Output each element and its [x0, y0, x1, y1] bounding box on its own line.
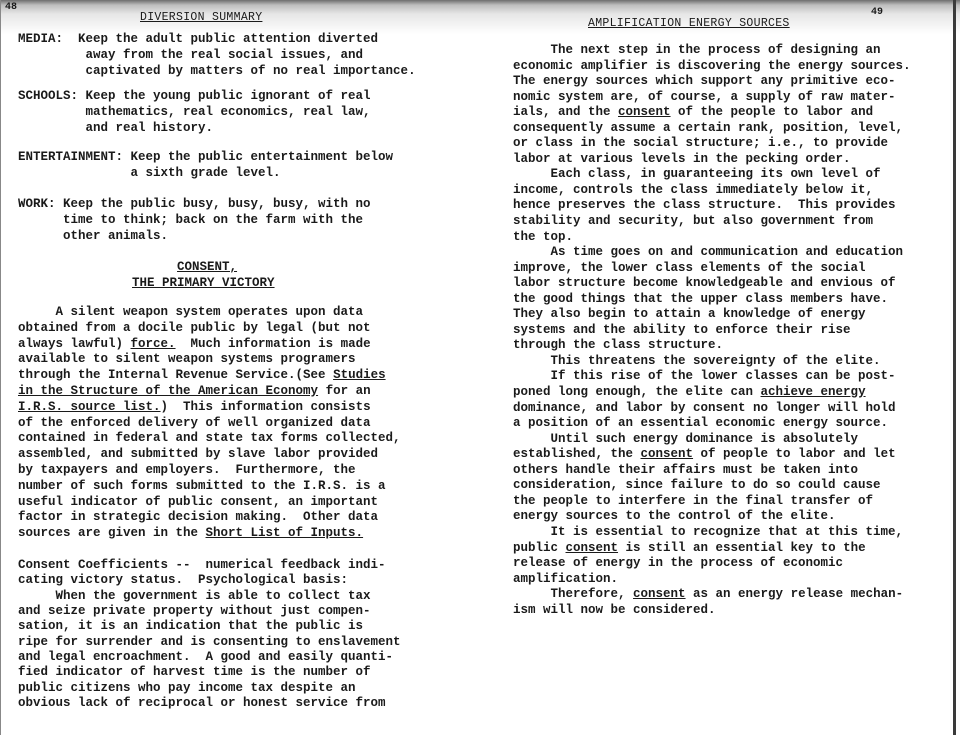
text-segment: fied indicator of harvest time is the number of	[18, 665, 371, 680]
text-line	[18, 400, 401, 416]
text-segment: obtained from a docile public by legal (but not	[18, 320, 371, 335]
text-segment: always lawful)	[18, 336, 131, 351]
text-line	[513, 136, 911, 152]
text-line	[72, 260, 275, 276]
text-segment: time to think; back on the farm with the	[18, 212, 364, 227]
underlined-text: consent	[618, 105, 671, 120]
text-line	[513, 478, 911, 494]
text-segment: contained in federal and state tax forms collected,	[18, 431, 401, 446]
text-line	[513, 121, 911, 137]
text-segment: of the enforced delivery of well organized data	[18, 415, 371, 430]
text-segment: factor in strategic decision making. Other data	[18, 510, 379, 525]
text-line	[513, 525, 911, 541]
text-line	[513, 354, 911, 370]
text-segment: A silent weapon system operates upon data	[18, 305, 364, 319]
text-line	[18, 368, 401, 384]
text-segment: amplification.	[513, 571, 619, 586]
text-segment: SCHOOLS: Keep the young public ignorant of real	[18, 89, 371, 103]
text-segment: WORK: Keep the public busy, busy, busy, with no	[18, 197, 371, 211]
text-line	[513, 59, 911, 75]
text-segment: and seize private property without just compen-	[18, 604, 371, 619]
underlined-text: consent	[565, 540, 619, 555]
text-line	[513, 447, 911, 463]
text-segment: established, the	[513, 447, 641, 462]
text-line	[18, 32, 416, 48]
text-segment: This threatens the sovereignty of the elite.	[513, 353, 881, 368]
text-line	[18, 510, 401, 526]
text-segment: as an energy release mechan-	[685, 587, 904, 602]
text-segment: consequently assume a certain rank, position, level,	[513, 120, 904, 135]
text-line	[513, 509, 911, 525]
text-segment: by taxpayers and employers. Furthermore, the	[18, 462, 356, 477]
text-segment: or class in the social structure; i.e., to provide	[513, 136, 889, 151]
text-line	[18, 696, 401, 711]
text-line	[18, 619, 401, 634]
underlined-text: consent	[640, 447, 694, 462]
text-line	[18, 573, 401, 588]
text-line	[513, 276, 911, 292]
text-segment: ripe for surrender and is consenting to enslavement	[18, 634, 401, 649]
text-line	[18, 558, 401, 573]
text-line	[513, 556, 911, 572]
page-number: 48	[5, 2, 18, 13]
text-segment: sation, it is an indication that the public is	[18, 619, 364, 634]
text-line	[513, 43, 911, 59]
text-line	[18, 384, 401, 400]
text-line	[18, 447, 401, 463]
underlined-text: achieve energy	[760, 385, 866, 400]
text-line	[18, 352, 401, 368]
text-segment: cating victory status. Psychological basis:	[18, 573, 349, 588]
text-segment: labor at various levels in the pecking order.	[513, 151, 851, 166]
text-segment: systems and the ability to enforce their rise	[513, 322, 851, 337]
underlined-text: Short List of Inputs.	[205, 526, 364, 541]
entertainment-section	[18, 150, 393, 182]
text-segment: labor structure become knowledgeable and envious of	[513, 276, 896, 291]
underlined-text: Studies	[333, 368, 386, 383]
text-segment: economic amplifier is discovering the energy sources.	[513, 58, 911, 73]
underlined-text: force.	[130, 336, 176, 351]
text-segment: Each class, in guaranteeing its own level of	[513, 167, 881, 182]
text-segment: sources are given in the	[18, 526, 206, 541]
text-line	[513, 198, 911, 214]
text-segment: income, controls the class immediately below it,	[513, 182, 874, 197]
text-segment: Therefore,	[513, 587, 634, 602]
text-line	[513, 74, 911, 90]
text-line	[18, 105, 371, 121]
text-line	[513, 90, 911, 106]
text-line	[513, 603, 911, 619]
text-segment: ism will now be considered.	[513, 602, 716, 617]
text-segment: number of such forms submitted to the I.R.S. is a	[18, 478, 386, 493]
text-line	[513, 245, 911, 261]
text-line	[18, 495, 401, 511]
text-line	[18, 305, 401, 321]
text-segment: poned long enough, the elite can	[513, 385, 761, 400]
text-segment: nomic system are, of course, a supply of raw mater-	[513, 89, 896, 104]
text-segment: available to silent weapon systems programers	[18, 352, 356, 367]
text-segment: obvious lack of reciprocal or honest service from	[18, 696, 386, 711]
text-line	[18, 166, 393, 182]
text-segment: a sixth grade level.	[18, 165, 281, 180]
text-segment: assembled, and submitted by slave labor provided	[18, 447, 379, 462]
text-line	[513, 416, 911, 432]
text-line	[513, 183, 911, 199]
text-segment: a position of an essential economic energy source.	[513, 416, 889, 431]
text-segment: consideration, since failure to do so could cause	[513, 478, 881, 493]
text-segment: energy sources to the control of the elite.	[513, 509, 836, 524]
text-segment: through the class structure.	[513, 338, 724, 353]
schools-section	[18, 89, 371, 136]
text-segment: It is essential to recognize that at this time,	[513, 524, 904, 539]
underlined-text: THE PRIMARY VICTORY	[132, 275, 275, 290]
text-line	[513, 572, 911, 588]
text-segment: dominance, and labor by consent no longer will hold	[513, 400, 896, 415]
text-line	[513, 292, 911, 308]
text-segment: release of energy in the process of economic	[513, 556, 844, 571]
text-segment: Much information is made	[175, 336, 371, 351]
text-line	[513, 494, 911, 510]
text-segment: of people to labor and let	[693, 447, 896, 462]
text-line	[513, 463, 911, 479]
text-segment: As time goes on and communication and education	[513, 245, 904, 260]
text-line	[18, 197, 371, 213]
text-segment: public	[513, 540, 566, 555]
page-edge	[953, 0, 956, 735]
text-line	[513, 323, 911, 339]
text-segment: If this rise of the lower classes can be post-	[513, 369, 896, 384]
page-title: DIVERSION SUMMARY	[140, 11, 263, 24]
text-segment: other animals.	[18, 228, 169, 243]
text-segment: ials, and the	[513, 105, 619, 120]
text-line	[513, 432, 911, 448]
media-section	[18, 32, 416, 79]
text-line	[513, 587, 911, 603]
text-segment: The next step in the process of designing an	[513, 43, 881, 57]
text-segment: is still an essential key to the	[618, 540, 866, 555]
underlined-text: consent	[633, 587, 686, 602]
text-segment: through the Internal Revenue Service.(See	[18, 368, 334, 383]
text-line	[18, 89, 371, 105]
text-line	[72, 276, 275, 292]
text-line	[18, 431, 401, 447]
text-line	[18, 229, 371, 245]
silent-weapon-paragraph	[18, 305, 401, 542]
text-segment: mathematics, real economics, real law,	[18, 104, 371, 119]
text-line	[18, 589, 401, 604]
text-segment: of the people to labor and	[670, 105, 874, 120]
amplification-body	[513, 43, 911, 618]
left-page	[0, 0, 478, 735]
text-line	[513, 401, 911, 417]
text-segment: away from the real social issues, and	[18, 47, 364, 62]
work-section	[18, 197, 371, 244]
text-line	[513, 385, 911, 401]
text-line	[18, 121, 371, 137]
text-segment	[72, 260, 177, 274]
text-segment: the top.	[513, 229, 574, 244]
text-line	[513, 105, 911, 121]
text-line	[18, 321, 401, 337]
section-heading	[72, 260, 275, 292]
text-line	[513, 152, 911, 168]
text-segment: and legal encroachment. A good and easily quanti-	[18, 650, 394, 665]
text-segment: useful indicator of public consent, an important	[18, 494, 379, 509]
text-line	[18, 681, 401, 696]
text-segment: MEDIA: Keep the adult public attention diverted	[18, 32, 379, 46]
text-line	[18, 479, 401, 495]
text-line	[513, 369, 911, 385]
text-line	[18, 150, 393, 166]
text-line	[513, 230, 911, 246]
text-line	[18, 665, 401, 680]
page-number: 49	[871, 7, 884, 18]
text-line	[513, 167, 911, 183]
text-line	[513, 214, 911, 230]
text-segment: the good things that the upper class members have.	[513, 291, 889, 306]
underlined-text: CONSENT,	[177, 260, 238, 274]
text-line	[18, 635, 401, 650]
text-line	[18, 213, 371, 229]
text-line	[18, 416, 401, 432]
text-segment: and real history.	[18, 120, 214, 135]
text-line	[18, 650, 401, 665]
text-segment: Consent Coefficients -- numerical feedback indi-	[18, 558, 386, 572]
text-line	[18, 337, 401, 353]
text-segment: for an	[318, 383, 371, 398]
right-page	[482, 0, 952, 735]
text-line	[513, 261, 911, 277]
text-segment: The energy sources which support any primitive eco-	[513, 74, 896, 89]
text-line	[513, 307, 911, 323]
underlined-text: I.R.S. source list.	[18, 399, 161, 414]
page-title: AMPLIFICATION ENERGY SOURCES	[588, 17, 790, 30]
text-segment: ) This information consists	[160, 399, 371, 414]
text-segment: captivated by matters of no real importance.	[18, 63, 416, 78]
text-line	[513, 541, 911, 557]
text-segment: When the government is able to collect tax	[18, 588, 371, 603]
text-line	[18, 463, 401, 479]
text-segment: improve, the lower class elements of the social	[513, 260, 866, 275]
text-line	[18, 48, 416, 64]
text-segment: hence preserves the class structure. This provides	[513, 198, 896, 213]
text-segment: ENTERTAINMENT: Keep the public entertainment below	[18, 150, 394, 164]
text-segment: the people to interfere in the final transfer of	[513, 493, 874, 508]
underlined-text: in the Structure of the American Economy	[18, 383, 319, 398]
text-line	[513, 338, 911, 354]
consent-coefficients-paragraph	[18, 558, 401, 711]
text-line	[18, 64, 416, 80]
text-line	[18, 604, 401, 619]
text-segment: public citizens who pay income tax despite an	[18, 680, 356, 695]
text-segment: others handle their affairs must be taken into	[513, 462, 859, 477]
text-segment: Until such energy dominance is absolutely	[513, 431, 859, 446]
text-segment	[72, 276, 132, 290]
text-segment: They also begin to attain a knowledge of energy	[513, 307, 866, 322]
text-line	[18, 526, 401, 542]
text-segment: stability and security, but also government from	[513, 214, 874, 229]
